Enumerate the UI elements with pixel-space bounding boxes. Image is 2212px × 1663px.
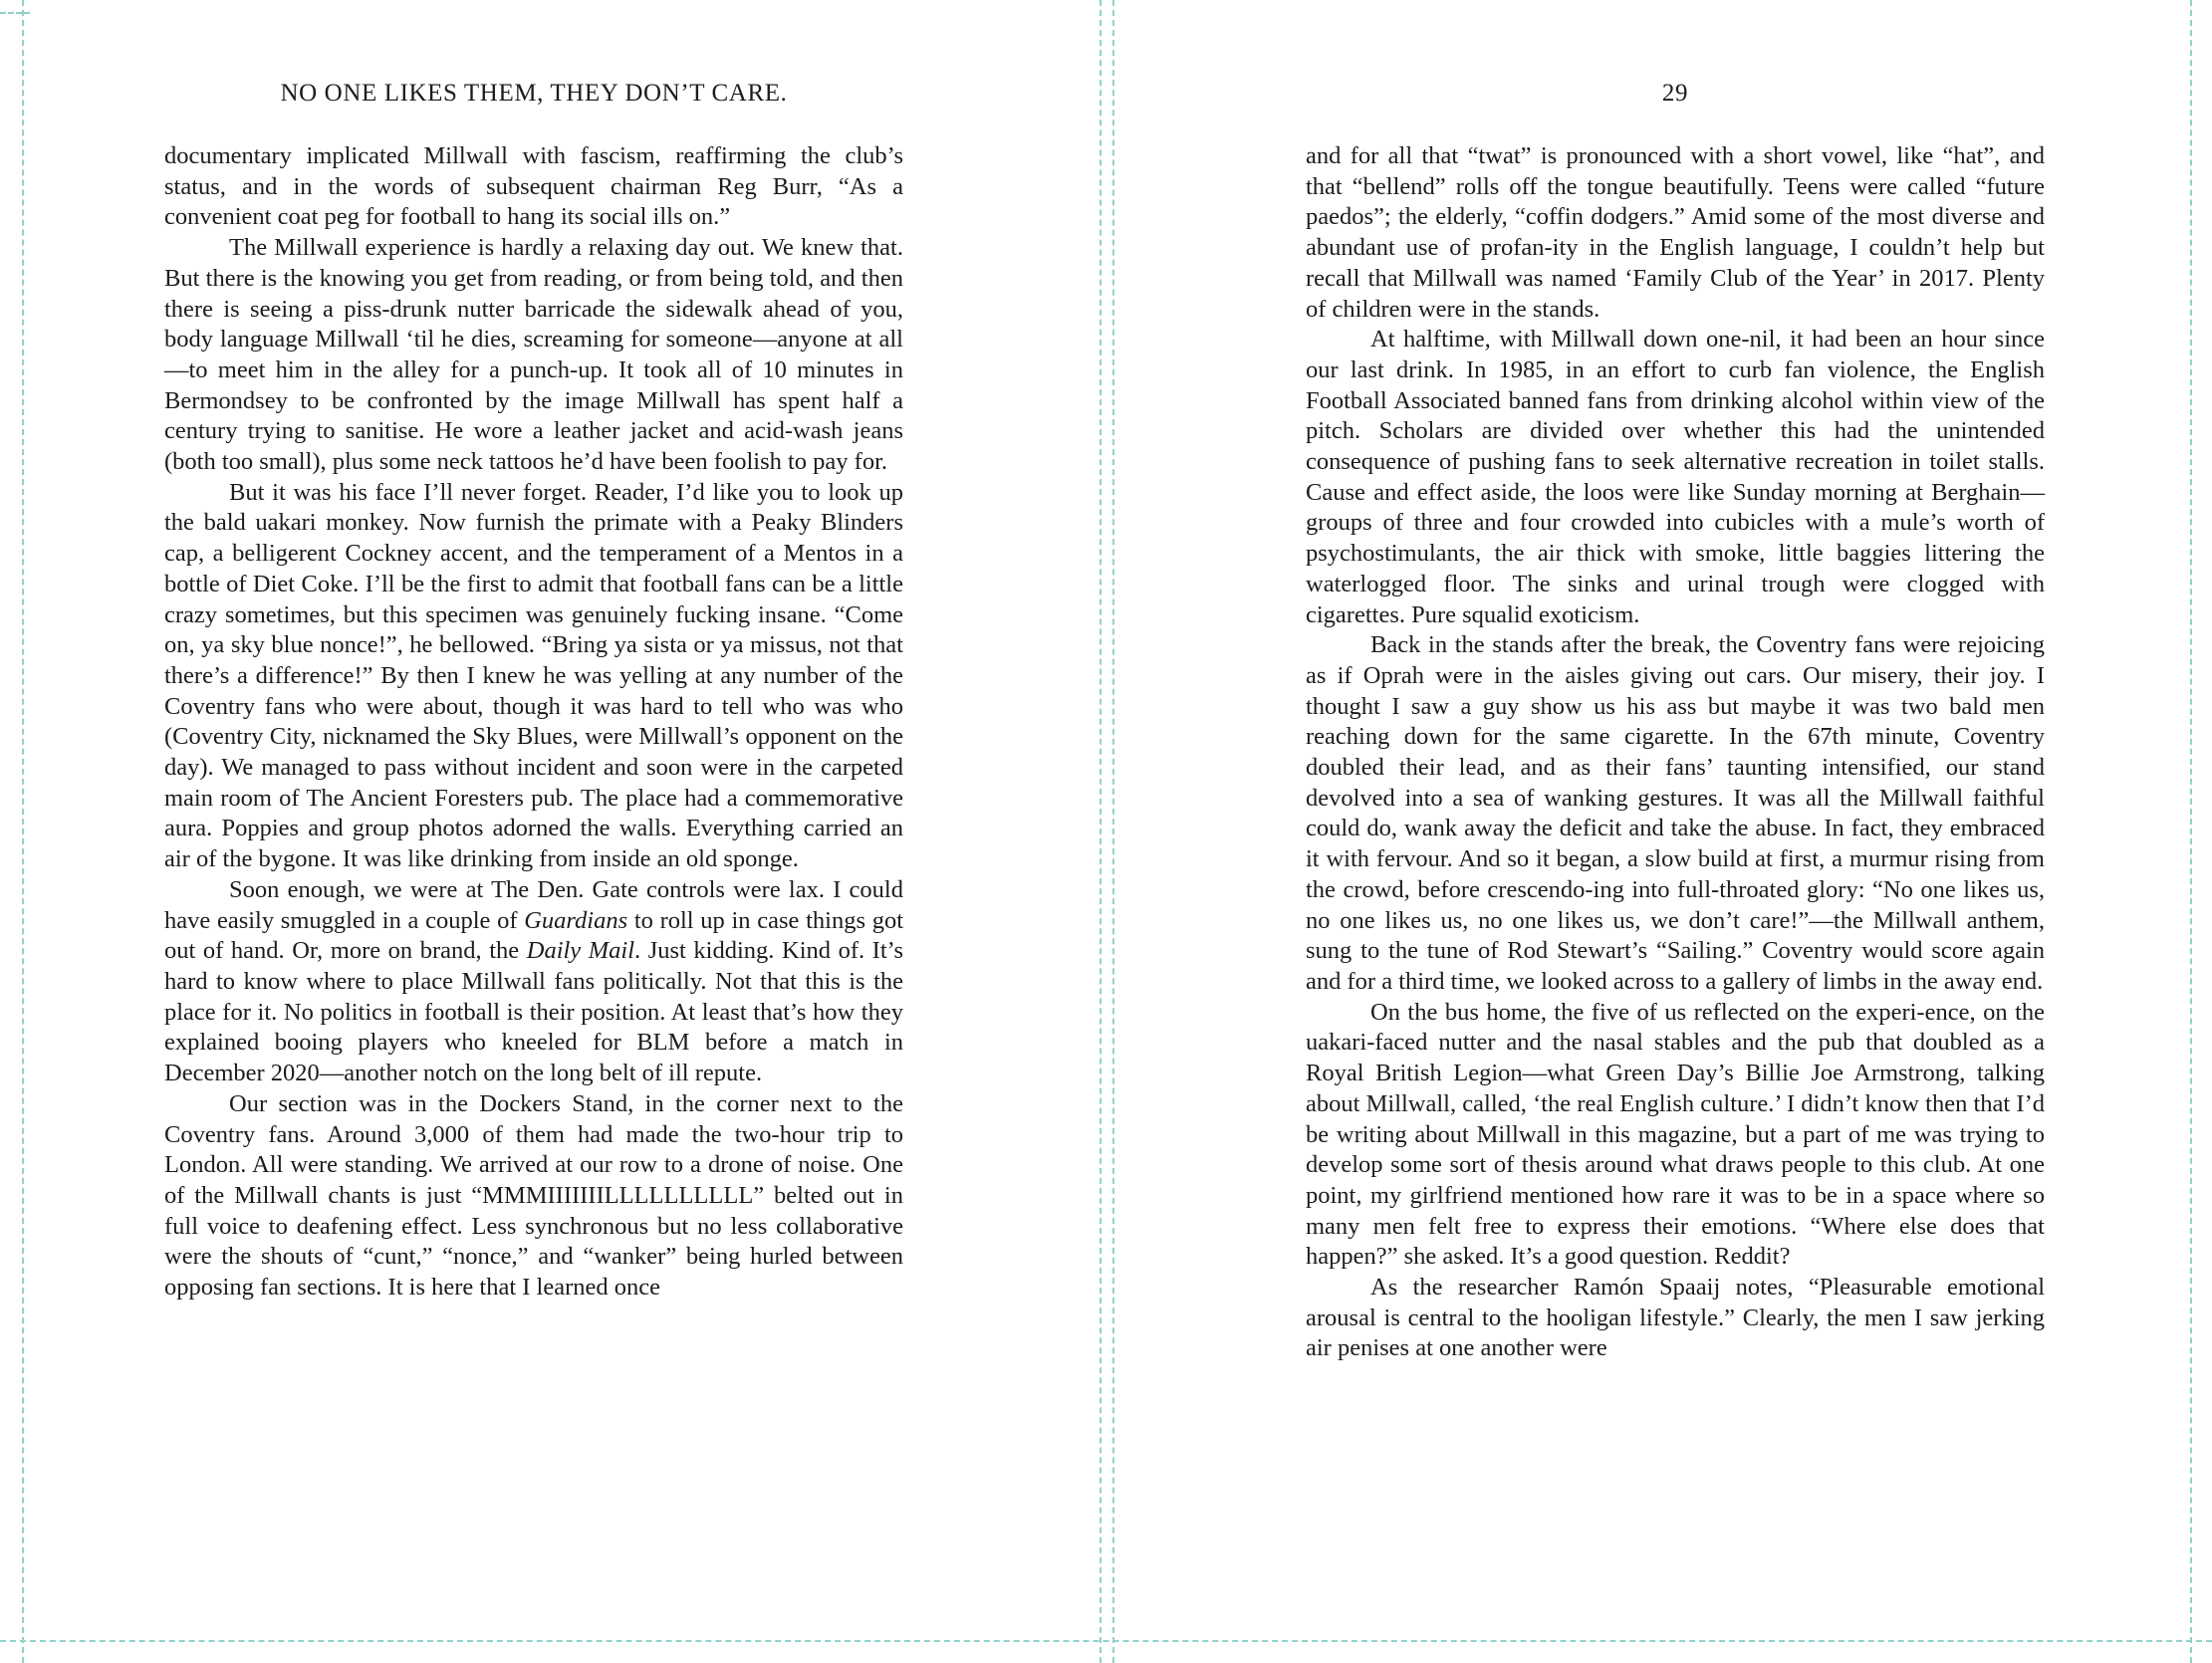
text-run: Our section was in the Dockers Stand, in the corner next to the Coventry fans. Around 3,000 of them had made the two-hour trip to London. All were standing. We arrived at our row to a drone of noise. One of the Millwall chants is just “MMMIIIIIIILLLLLLLLLL” belted out in full voice to deafening effect. Less synchronous but no less collaborative were the shouts of “cunt,” “nonce,” and “wanker” being hurled between opposing fan sections. It is here that I learned once	[164, 1089, 903, 1302]
paragraph	[1306, 630, 2045, 997]
paragraph	[1306, 141, 2045, 325]
italic-title: Daily Mail	[526, 937, 635, 965]
text-run: and for all that “twat” is pronounced with a short vowel, like “hat”, and that “bellend” rolls off the tongue beautifully. Teens were called “future paedos”; the elderly, “coffin dodgers.” Amid some of the most diverse and abundant use of profan-ity in the English language, I couldn’t help but recall that Millwall was named ‘Family Club of the Year’ in 2017. Plenty of children were in the stands.	[1306, 142, 2045, 323]
text-run: documentary implicated Millwall with fascism, reaffirming the club’s status, and in the words of subsequent chairman Reg Burr, “As a convenient coat peg for football to hang its social ills on.”	[164, 142, 903, 231]
paragraph	[164, 478, 903, 875]
text-run: At halftime, with Millwall down one-nil, it had been an hour since our last drink. In 1985, in an effort to curb fan violence, the English Football Associated banned fans from drinking alcohol within view of the pitch. Scholars are divided over whether this had the unintended consequence of pushing fans to seek alternative recreation in toilet stalls. Cause and effect aside, the loos were like Sunday morning at Berghain—groups of three and four crowded into cubicles with a mule’s worth of psychostimulants, the air thick with smoke, little baggies littering the waterlogged floor. The sinks and urinal trough were clogged with cigarettes. Pure squalid exoticism.	[1306, 326, 2045, 628]
right-page	[1106, 0, 2212, 1643]
paragraph	[1306, 325, 2045, 630]
text-run: Soon enough, we were at The Den. Gate controls were lax. I could have easily smuggled in a couple of	[164, 875, 903, 934]
page-number: 29	[1661, 80, 1689, 107]
paragraph	[164, 233, 903, 478]
text-run: On the bus home, the five of us reflected on the experi-ence, on the uakari-faced nutter and the nasal stables and the pub that doubled as a Royal British Legion—what Green Day’s Billie Joe Armstrong, talking about Millwall, called, ‘the real English culture.’ I didn’t know then that I’d be writing about Millwall in this magazine, but a part of me was trying to develop some sort of thesis around what draws people to this club. At one point, my girlfriend mentioned how rare it was to be in a space where so many men felt free to express their emotions. “Where else does that happen?” she asked. It’s a good question. Reddit?	[1306, 998, 2045, 1271]
text-run: Back in the stands after the break, the Coventry fans were rejoicing as if Oprah were in the aisles giving out cars. Our misery, their joy. I thought I saw a guy show us his ass but maybe it was two bald men reaching down for the same cigarette. In the 67th minute, Coventry doubled their lead, and as their fans’ taunting intensified, our stand devolved into a sea of wanking gestures. It was all the Millwall faithful could do, wank away the deficit and take the abuse. In fact, they embraced it with fervour. And so it began, a slow build at first, a murmur rising from the crowd, before crescendo-ing into full-throated glory: “No one likes us, no one likes us, no one likes us, we don’t care!”—the Millwall anthem, sung to the tune of Rod Stewart’s “Sailing.” Coventry would score again and for a third time, we looked across to a gallery of limbs in the away end.	[1306, 631, 2045, 995]
running-head: NO ONE LIKES THEM, THEY DON’T CARE.	[280, 80, 788, 107]
paragraph	[164, 141, 903, 233]
text-run: The Millwall experience is hardly a relaxing day out. We knew that. But there is the knowing you get from reading, or from being told, and then there is seeing a piss-drunk nutter barricade the sidewalk ahead of you, body language Millwall ‘til he dies, screaming for someone—anyone at all—to meet him in the alley for a punch-up. It took all of 10 minutes in Bermondsey to be confronted by the image Millwall has spent half a century trying to sanitise. He wore a leather jacket and acid-wash jeans (both too small), plus some neck tattoos he’d have been foolish to pay for.	[164, 234, 903, 476]
paragraph	[1306, 998, 2045, 1273]
paragraph	[1306, 1273, 2045, 1364]
paragraph	[164, 1089, 903, 1304]
left-page	[0, 0, 1106, 1643]
text-run: . Just kidding. Kind of. It’s hard to know where to place Millwall fans politically. Not that this is the place for it. No politics in football is their position. At least that’s how they explained booing players who kneeled for BLM before a match in December 2020—another notch on the long belt of ill repute.	[164, 937, 903, 1087]
text-run: But it was his face I’ll never forget. Reader, I’d like you to look up the bald uakari monkey. Now furnish the primate with a Peaky Blinders cap, a belligerent Cockney accent, and the temperament of a Mentos in a bottle of Diet Coke. I’ll be the first to admit that football fans can be a little crazy sometimes, but this specimen was genuinely fucking insane. “Come on, ya sky blue nonce!”, he bellowed. “Bring ya sista or ya missus, not that there’s a difference!” By then I knew he was yelling at any number of the Coventry fans who were about, though it was hard to tell who was who (Coventry City, nicknamed the Sky Blues, were Millwall’s opponent on the day). We managed to pass without incident and soon were in the carpeted main room of The Ancient Foresters pub. The place had a commemorative aura. Poppies and group photos adorned the walls. Everything carried an air of the bygone. It was like drinking from inside an old sponge.	[164, 478, 903, 873]
text-run: As the researcher Ramón Spaaij notes, “Pleasurable emotional arousal is central to the hooligan lifestyle.” Clearly, the men I saw jerking air penises at one another were	[1306, 1274, 2045, 1362]
right-page-body	[1306, 141, 2045, 1364]
paragraph	[164, 875, 903, 1089]
text-run: to roll up in case things got out of hand. Or, more on brand, the	[164, 906, 903, 965]
italic-title: Guardians	[524, 906, 628, 934]
left-page-body	[164, 141, 903, 1304]
